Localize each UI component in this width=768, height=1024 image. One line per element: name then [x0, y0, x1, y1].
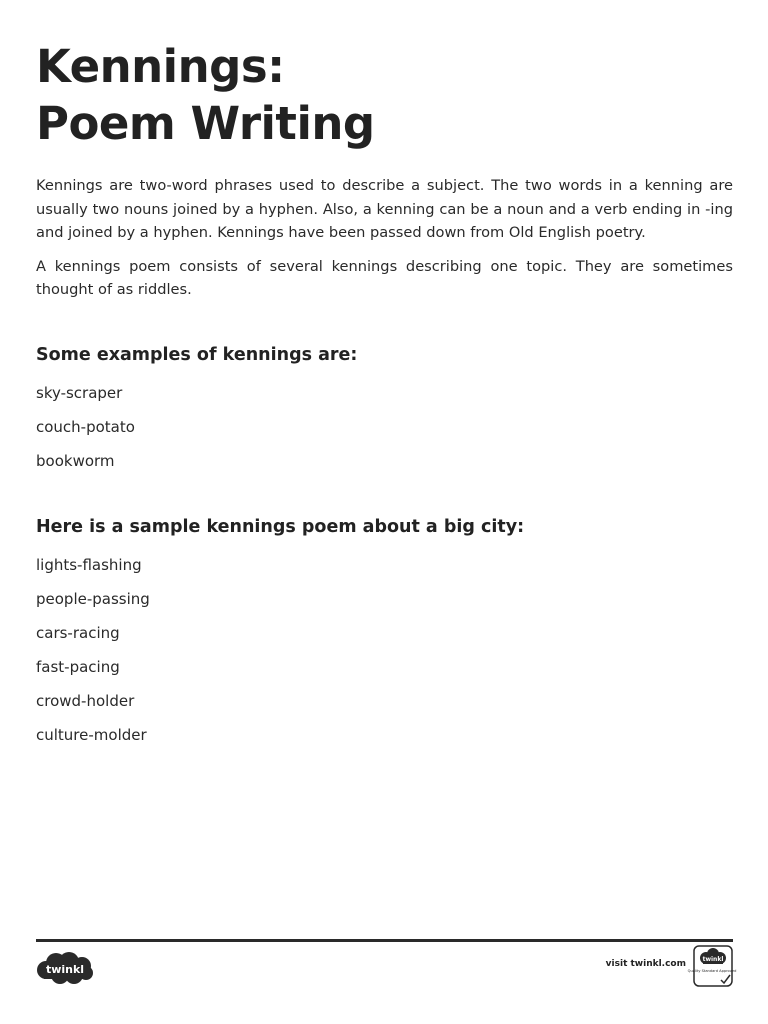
visit-link[interactable]: visit twinkl.com	[605, 959, 686, 969]
badge-brand-text: twinkl	[702, 956, 724, 963]
examples-list	[36, 383, 135, 485]
intro-section	[36, 174, 733, 312]
title-line-2: Poem Writing	[36, 97, 375, 150]
poem-line: crowd-holder	[36, 692, 135, 710]
title-line-1: Kennings:	[36, 40, 285, 93]
poem-line: cars-racing	[36, 624, 120, 642]
poem-heading: Here is a sample kennings poem about a big city:	[36, 517, 525, 537]
footer-divider	[36, 939, 733, 942]
example-item: sky-scraper	[36, 384, 123, 402]
poem-line: lights-flashing	[36, 556, 142, 574]
examples-heading: Some examples of kennings are:	[36, 345, 358, 365]
page-title	[36, 38, 375, 152]
intro-paragraph-1: Kennings are two-word phrases used to describe a subject. The two words in a kenning are usually two nouns joined by a hyphen. Also, a kenning can be a noun and a verb ending in -ing and joined by a hyphen. Kennings have been passed down from Old English poetry.	[36, 177, 733, 241]
intro-paragraph-2: A kennings poem consists of several kennings describing one topic. They are sometimes thought of as riddles.	[36, 257, 733, 298]
example-item: bookworm	[36, 452, 115, 470]
badge-text: Quality Standard Approved	[687, 969, 737, 973]
poem-line: people-passing	[36, 590, 150, 608]
twinkl-logo-icon	[36, 951, 94, 985]
quality-badge-icon	[687, 945, 737, 987]
poem-line: fast-pacing	[36, 658, 120, 676]
logo-text: twinkl	[45, 963, 85, 976]
poem-line: culture-molder	[36, 726, 147, 744]
example-item: couch-potato	[36, 418, 135, 436]
poem-lines	[36, 555, 150, 759]
